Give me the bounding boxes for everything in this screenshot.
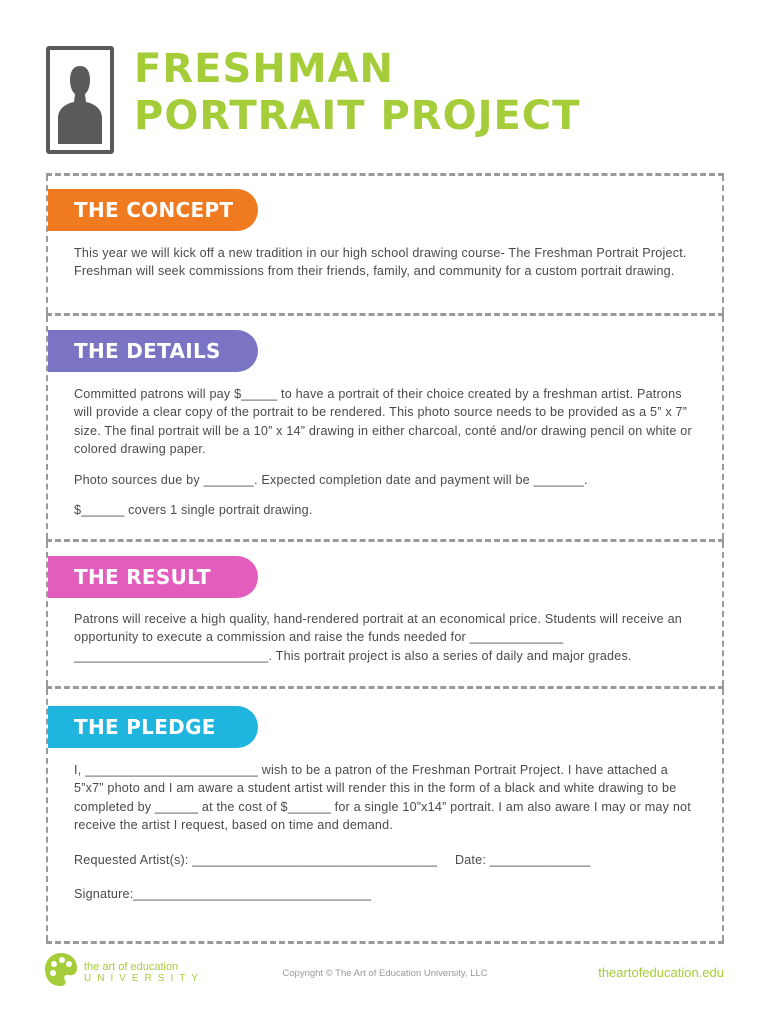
concept-heading: THE CONCEPT <box>48 189 258 231</box>
title-line-2: PORTRAIT PROJECT <box>134 93 581 139</box>
result-heading: THE RESULT <box>48 556 258 598</box>
pledge-fields-row <box>74 851 694 869</box>
footer-logo-line-2: UNIVERSITY <box>84 973 205 984</box>
person-silhouette-icon <box>56 56 104 144</box>
signature-field[interactable]: Signature:_________________________________ <box>74 887 372 902</box>
title-line-1: FRESHMAN <box>134 46 394 92</box>
concept-text <box>74 244 694 293</box>
concept-paragraph: This year we will kick off a new tradition in our high school drawing course- The Freshman Portrait Project. Freshman will seek commissions from their friends, family, and community for a custom portrait drawing. <box>74 246 687 279</box>
result-section <box>46 542 724 686</box>
pledge-paragraph: I, ________________________ wish to be a patron of the Freshman Portrait Project. I have attached a 5”x7” photo and I am aware a student artist will render this in the form of a black and white drawing to be completed by ______ at the cost of $______ for a single 10”x14” portrait. I am also aware I may or may not receive the artist I request, based on time and demand. <box>74 763 691 833</box>
details-paragraph-3: $______ covers 1 single portrait drawing. <box>74 503 313 518</box>
result-paragraph: Patrons will receive a high quality, hand-rendered portrait at an economical price. Students will receive an opportunity to execute a commission and raise the funds needed for _____________ ___________________________. This portrait project is also a series of daily and major grades. <box>74 612 682 663</box>
copyright-text: Copyright © The Art of Education University, LLC <box>282 968 488 979</box>
pledge-heading: THE PLEDGE <box>48 706 258 748</box>
portrait-frame-icon <box>46 46 114 154</box>
result-text <box>74 610 694 677</box>
pledge-text <box>74 761 694 915</box>
details-text <box>74 385 694 531</box>
pledge-section <box>46 689 724 941</box>
date-field[interactable]: Date: ______________ <box>454 852 591 867</box>
details-paragraph-2: Photo sources due by _______. Expected completion date and payment will be _______. <box>74 472 588 487</box>
details-paragraph-1: Committed patrons will pay $_____ to have a portrait of their choice created by a freshman artist. Patrons will provide a clear copy of the portrait to be rendered. This photo source needs to be provided as a 5” x 7” size. The final portrait will be a 10” x 14” drawing in either charcoal, conté and/or drawing pencil on white or colored drawing paper. <box>74 387 692 457</box>
details-section <box>46 316 724 539</box>
concept-section <box>46 175 724 313</box>
footer-logo-line-1: the art of education <box>84 961 179 973</box>
details-heading: THE DETAILS <box>48 330 258 372</box>
dashed-divider-bottom <box>46 941 724 944</box>
requested-artists-field[interactable]: Requested Artist(s): __________________________________ <box>74 852 438 867</box>
website-link[interactable]: theartofeducation.edu <box>598 965 724 980</box>
page-title <box>134 46 580 140</box>
